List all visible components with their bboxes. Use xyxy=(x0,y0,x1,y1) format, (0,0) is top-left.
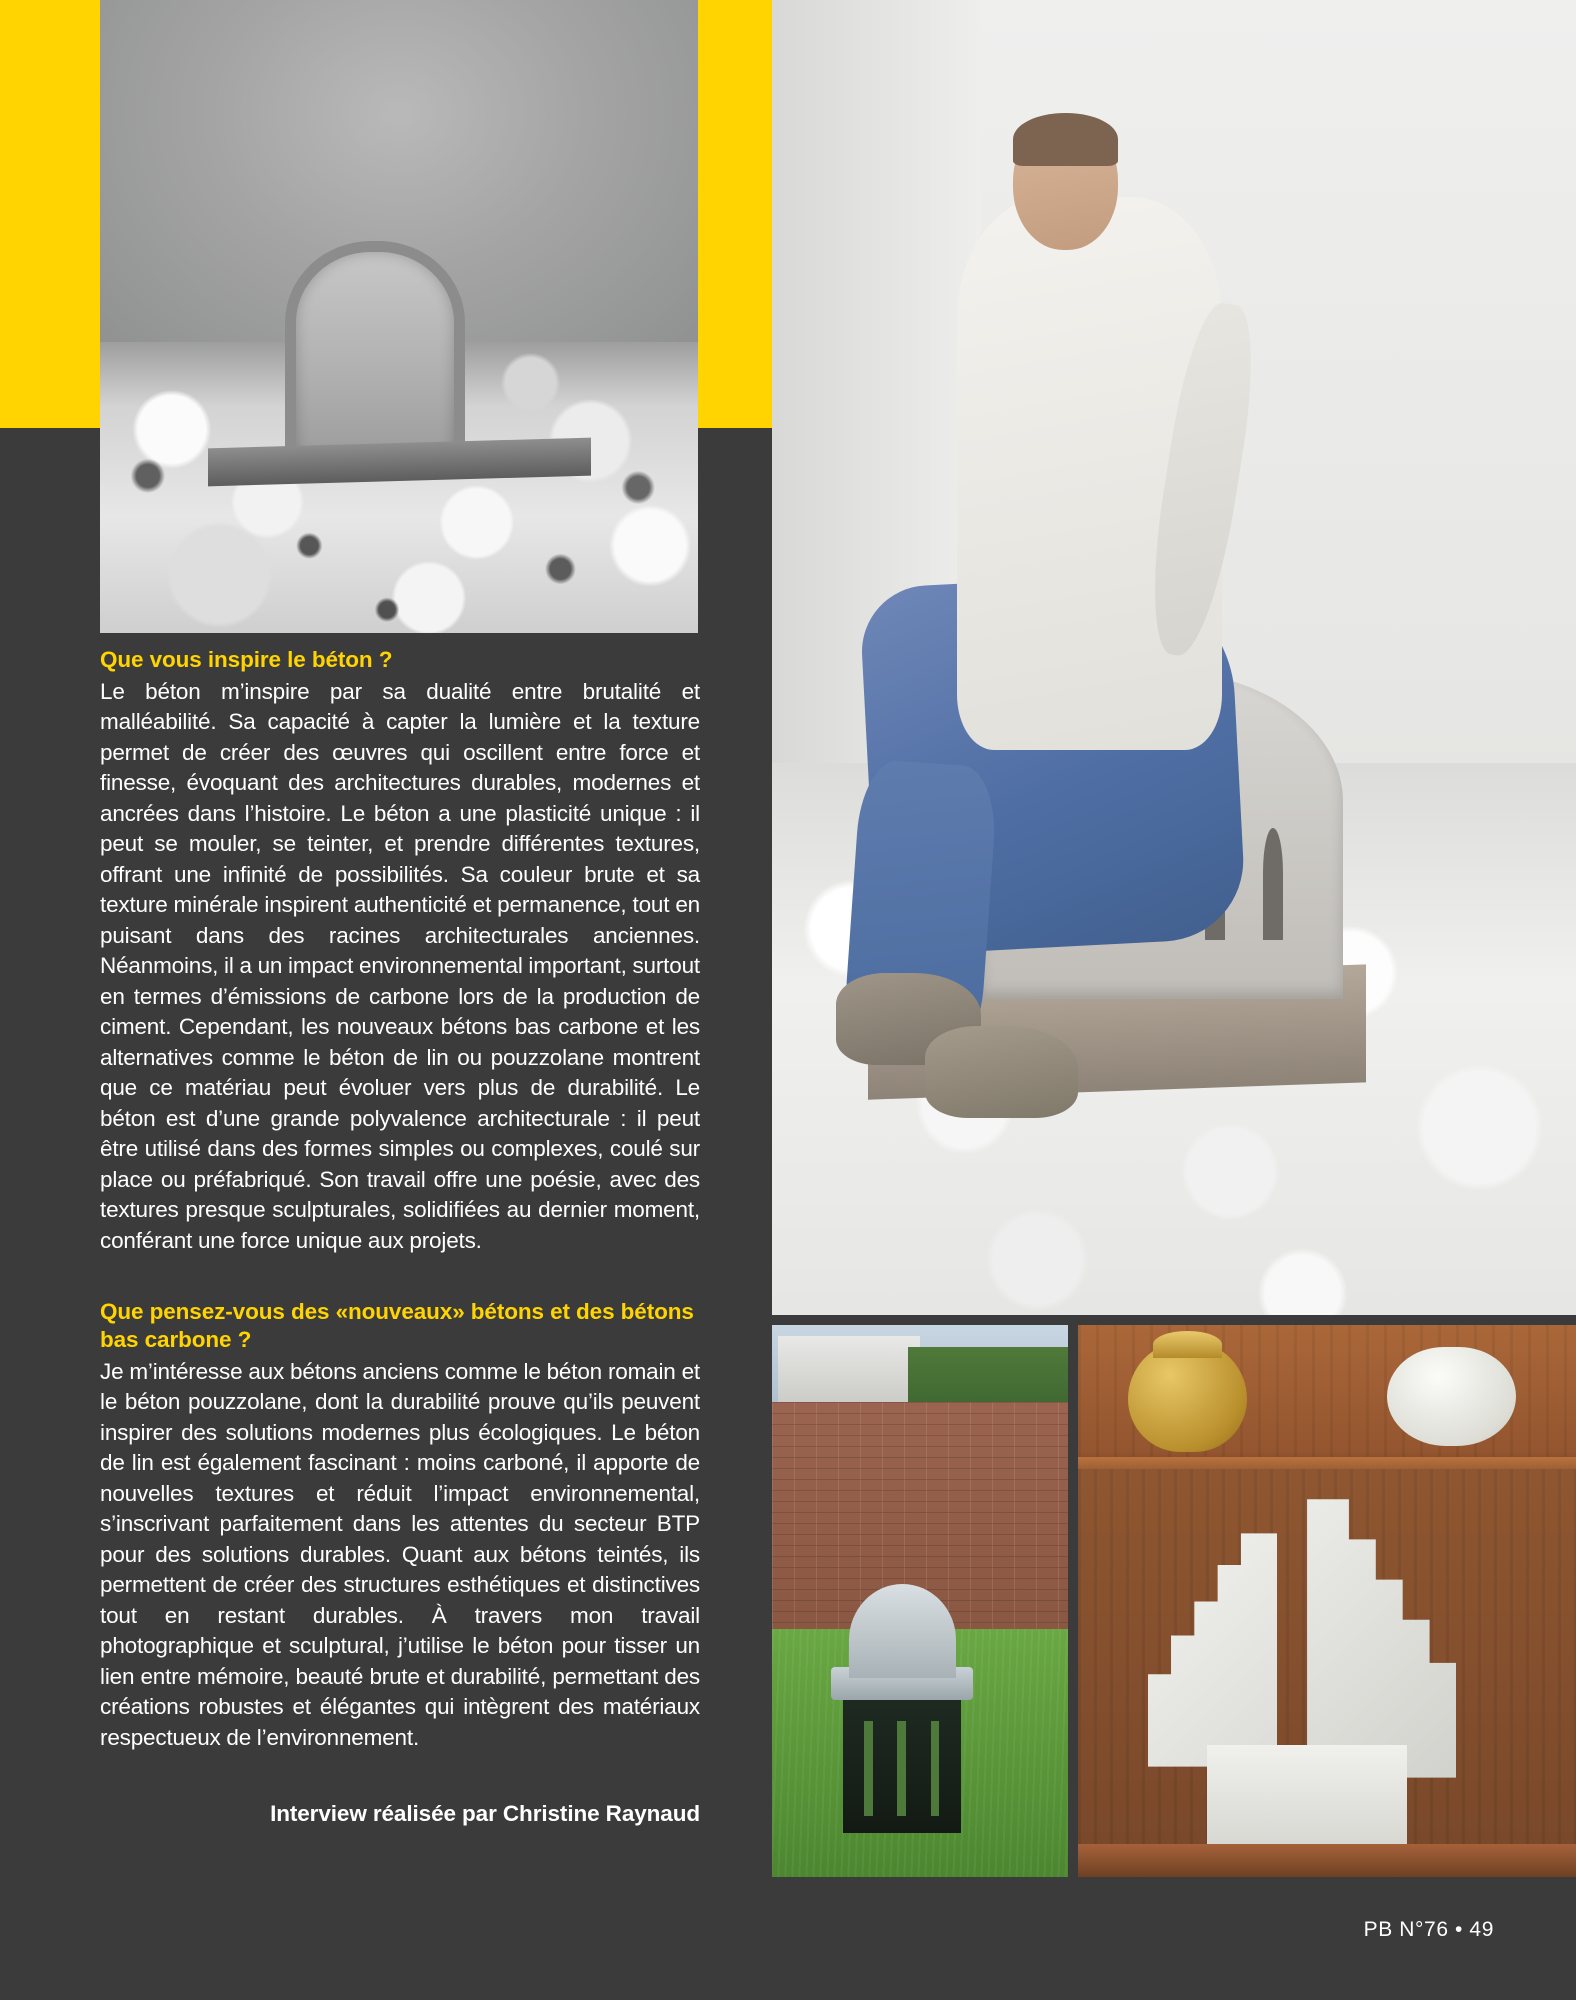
teapot-lid xyxy=(1153,1331,1223,1359)
stand-gap xyxy=(897,1721,905,1816)
question-heading-1: Que vous inspire le béton ? xyxy=(100,647,393,672)
lantern-stand xyxy=(843,1689,961,1833)
man-on-sculpture-photo xyxy=(772,0,1576,1315)
shelf-staircases-photo xyxy=(1078,1325,1576,1877)
stand-gap xyxy=(931,1721,939,1816)
garden-lantern-photo xyxy=(772,1325,1068,1877)
interview-article xyxy=(100,646,700,1827)
foam-block xyxy=(1207,1745,1406,1844)
concrete-arch xyxy=(285,241,464,456)
sculpture-window xyxy=(1263,828,1283,940)
golden-teapot xyxy=(1128,1342,1248,1452)
bw-ruin-photo xyxy=(100,0,698,633)
question-heading-2: Que pensez-vous des «nouveaux» bétons et des bétons bas carbone ? xyxy=(100,1299,694,1352)
white-ceramic-pot xyxy=(1387,1347,1516,1446)
page-folio: PB N°76 • 49 xyxy=(1363,1918,1494,1941)
figure-shoe xyxy=(925,1026,1078,1118)
article-byline: Interview réalisée par Christine Raynaud xyxy=(270,1801,700,1827)
figure-hair xyxy=(1013,113,1118,166)
answer-paragraph-1: Le béton m’inspire par sa dualité entre brutalité et malléabilité. Sa capacité à capter la lumière et la texture permet de créer des œuvres qui oscillent entre force et finesse, évoquant des architectures durables, modernes et ancrées dans l’histoire. Le béton a une plasticité unique : il peut se mouler, se teinter, et prendre différentes textures, offrant une infinité de possibilités. Sa couleur brute et sa texture minérale inspirent authenticité et permanence, tout en puisant dans des racines architecturales anciennes. Néanmoins, il a un impact environnemental important, surtout en termes d’émissions de carbone lors de la production de ciment. Cependant, les nouveaux bétons bas carbone et les alternatives comme le béton de lin ou pouzzolane montrent que ce matériau peut évoluer vers plus de durabilité. Le béton est d’une grande polyvalence architecturale : il peut être utilisé dans des formes simples ou complexes, coulé sur place ou préfabriqué. Son travail offre une poésie, avec des textures presque sculpturales, solidifiées au dernier moment, conférant une force unique aux projets. xyxy=(100,678,700,1253)
lower-shelf-board xyxy=(1078,1844,1576,1877)
stand-gap xyxy=(864,1721,872,1816)
answer-paragraph-2: Je m’intéresse aux bétons anciens comme le béton romain et le béton pouzzolane, dont la durabilité prouve qu’ils peuvent inspirer des solutions modernes plus écologiques. Le béton de lin est également fascinant : moins carboné, il apporte de nouvelles textures et réduit l’impact environnemental, s’inscrivant parfaitement dans les attentes du secteur BTP pour des solutions durables. Quant aux bétons teintés, ils permettent de créer des structures esthétiques et distinctives tout en restant durables. À travers mon travail photographique et sculptural, j’utilise le béton pour tisser un lien entre mémoire, beauté brute et durabilité, permettant des créations robustes et élégantes qui intègrent des matériaux respectueux de l’environnement. xyxy=(100,1358,700,1750)
background-building xyxy=(778,1336,920,1408)
